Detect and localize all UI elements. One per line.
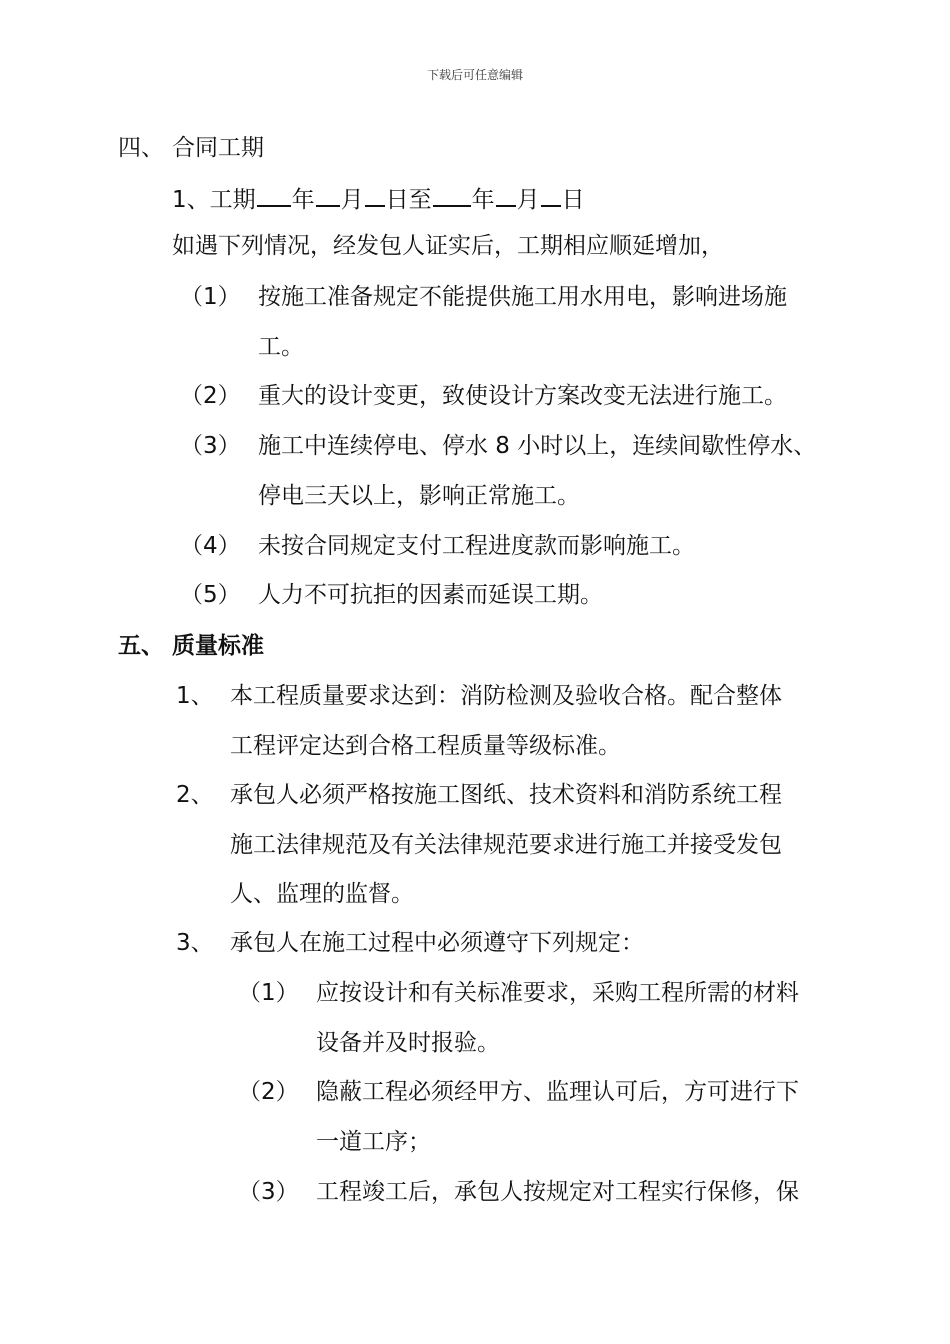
quality-item-1-text: 本工程质量要求达到：消防检测及验收合格。配合整体 <box>230 683 782 709</box>
delay-item-3-text-cont: 停电三天以上，影响正常施工。 <box>258 483 580 509</box>
year-end-blank <box>433 181 471 207</box>
month-start-blank <box>316 181 340 207</box>
rule-item-2-text-cont: 一道工序； <box>316 1129 431 1155</box>
quality-item-3-text: 承包人在施工过程中必须遵守下列规定： <box>230 930 644 956</box>
quality-item-1-number: 1、 <box>176 683 214 709</box>
quality-item-2-number: 2、 <box>176 782 214 808</box>
rule-item-3-text: 工程竣工后，承包人按规定对工程实行保修，保 <box>316 1179 799 1205</box>
month-end-label: 月 <box>516 187 540 213</box>
year-start-label: 年 <box>291 187 315 213</box>
rule-item-1-text: 应按设计和有关标准要求，采购工程所需的材料 <box>316 980 799 1006</box>
rule-item-2-number: （2） <box>238 1079 299 1105</box>
delay-item-1-text-cont: 工。 <box>258 334 304 360</box>
year-end-label: 年 <box>471 187 495 213</box>
delay-item-4-number: （4） <box>180 533 241 559</box>
rule-item-1-number: （1） <box>238 980 299 1006</box>
section-5-number: 五、 <box>118 633 164 659</box>
page-header: 下载后可任意编辑 <box>426 68 523 82</box>
delay-item-3-number: （3） <box>180 433 241 459</box>
delay-item-5-number: （5） <box>180 582 241 608</box>
contract-period-line <box>172 181 585 216</box>
delay-intro: 如遇下列情况，经发包人证实后，工期相应顺延增加， <box>172 233 724 259</box>
quality-item-2-text-cont: 施工法律规范及有关法律规范要求进行施工并接受发包 <box>230 832 782 858</box>
delay-item-5-text: 人力不可抗拒的因素而延误工期。 <box>258 582 603 608</box>
section-4-title: 合同工期 <box>172 135 264 161</box>
day-start-label: 日至 <box>385 187 432 213</box>
rule-item-1-text-cont: 设备并及时报验。 <box>316 1030 500 1056</box>
delay-item-2-number: （2） <box>180 383 241 409</box>
quality-item-1-text-cont: 工程评定达到合格工程质量等级标准。 <box>230 733 621 759</box>
year-start-blank <box>257 181 291 207</box>
delay-item-1-number: （1） <box>180 284 241 310</box>
delay-item-4-text: 未按合同规定支付工程进度款而影响施工。 <box>258 533 695 559</box>
delay-item-1-text: 按施工准备规定不能提供施工用水用电，影响进场施 <box>258 284 787 310</box>
quality-item-2-text: 承包人必须严格按施工图纸、技术资料和消防系统工程 <box>230 782 782 808</box>
day-end-blank <box>541 181 561 207</box>
section-5-title: 质量标准 <box>172 633 264 659</box>
delay-item-2-text: 重大的设计变更，致使设计方案改变无法进行施工。 <box>258 383 787 409</box>
day-start-blank <box>365 181 385 207</box>
month-start-label: 月 <box>340 187 364 213</box>
section-4-number: 四、 <box>118 135 164 161</box>
rule-item-3-number: （3） <box>238 1179 299 1205</box>
period-prefix: 1、工期 <box>172 187 256 213</box>
month-end-blank <box>496 181 516 207</box>
delay-item-3-text: 施工中连续停电、停水 8 小时以上，连续间歇性停水、 <box>258 433 817 459</box>
quality-item-2-text-cont-2: 人、监理的监督。 <box>230 881 414 907</box>
rule-item-2-text: 隐蔽工程必须经甲方、监理认可后，方可进行下 <box>316 1079 799 1105</box>
day-end-label: 日 <box>561 187 585 213</box>
quality-item-3-number: 3、 <box>176 930 214 956</box>
